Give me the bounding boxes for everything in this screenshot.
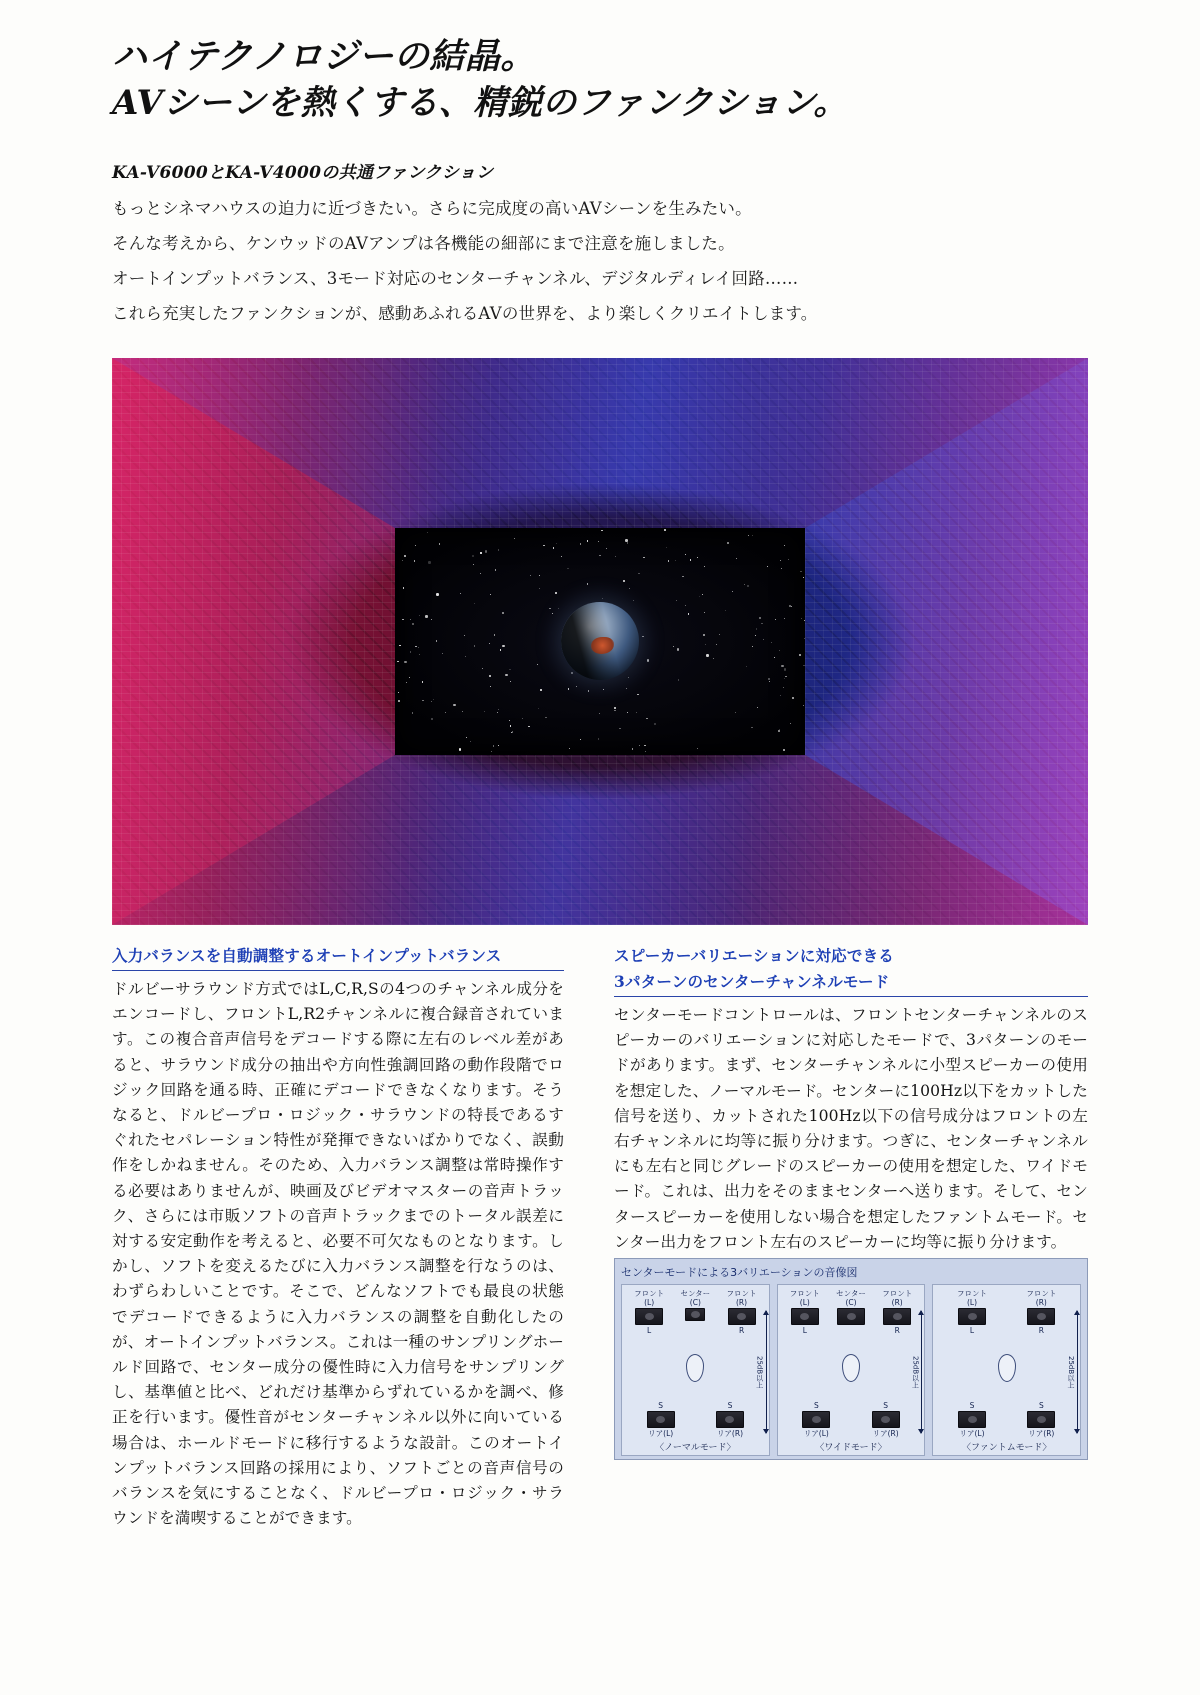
rear-right-mark: S <box>727 1401 733 1410</box>
left-section-body <box>112 977 564 1531</box>
diagram-panel-wide <box>777 1284 926 1456</box>
rear-right-mark: S <box>1038 1401 1044 1410</box>
hero-image <box>112 358 1088 925</box>
rear-right-label: リア(R) <box>716 1429 744 1438</box>
center-sublabel: (C) <box>845 1298 857 1307</box>
speaker-icon <box>802 1411 830 1428</box>
rear-right-mark: S <box>883 1401 889 1410</box>
speaker-icon <box>1027 1308 1055 1325</box>
panel-label-phantom: 〈ファントムモード〉 <box>961 1443 1052 1453</box>
front-right-sublabel: (R) <box>736 1298 748 1307</box>
speaker-icon <box>728 1308 756 1325</box>
rear-right-speaker <box>871 1401 901 1438</box>
rear-left-label: リア(L) <box>803 1429 829 1438</box>
page-headline <box>112 34 912 126</box>
listening-position-area <box>782 1335 921 1401</box>
speaker-icon <box>958 1308 986 1325</box>
right-body-paragraph: センターモードコントロールは、フロントセンターチャンネルのスピーカーのバリエーションに対応したモードで、3パターンのモードがあります。まず、センターチャンネルに小型スピーカーの使用を想定した、ノーマルモード。センターに100Hz以下をカットした信号を送り、カットされた100Hz以下の信号成分はフロントの左右チャンネルに均等に振り分けます。つぎに、センターチャンネルにも左右と同じグレードのスピーカーの使用を想定した、ワイドモード。これは、出力をそのままセンターへ送ります。そして、センタースピーカーを使用しない場合を想定したファントムモード。センター出力をフロント左右のスピーカーに均等に振り分けます。 <box>614 1006 1088 1251</box>
rear-right-speaker <box>715 1401 745 1438</box>
left-body-paragraph: ドルビーサラウンド方式ではL,C,R,Sの4つのチャンネル成分をエンコードし、フロントL,R2チャンネルに複合録音されています。この複合音声信号をデコードする際に左右のレベル差があると、サラウンド成分の抽出や方向性強調回路の動作段階でロジック回路を通る時、正確にデコードできなくなります。そうなると、ドルビープロ・ロジック・サラウンドの特長であるすぐれたセパレーション特性が発揮できないばかりでなく、誤動作をしかねません。そのため、入力バランス調整は常時操作する必要はありませんが、映画及びビデオマスターの音声トラック、さらには市販ソフトの音声トラックまでのトータル誤差に対する安定動作を考えると、必要不可欠なものとなります。しかし、ソフトを変えるたびに入力バランス調整を行なうのは、わずらわしいことです。そこで、どんなソフトでも最良の状態でデコードできるように入力バランスの調整を自動化したのが、オートインプットバランス。これは一種のサンプリングホールド回路で、センター成分の優性時に入力信号をサンプリングし、基準値と比べ、どれだけ基準からずれているかを調べ、修正を行います。優性音がセンターチャンネル以外に向いている場合は、ホールドモードに移行するような設計。このオートインプットバランス回路の採用により、ソフトごとの音声信号のバランスを気にすることなく、ドルビープロ・ロジック・サラウンドを満喫することができます。 <box>112 980 564 1528</box>
panel-label-normal: 〈ノーマルモード〉 <box>655 1443 736 1453</box>
db-scale-label: 25dB以上 <box>911 1355 920 1389</box>
headline-line-2: AVシーンを熱くする、精鋭のファンクション。 <box>112 83 848 123</box>
rear-left-mark: S <box>658 1401 664 1410</box>
front-right-mark: R <box>1038 1326 1044 1335</box>
front-right-label: フロント <box>882 1289 913 1298</box>
speaker-icon <box>958 1411 986 1428</box>
right-section-heading-line1: スピーカーバリエーションに対応できる <box>614 946 894 965</box>
rear-left-speaker <box>957 1401 987 1438</box>
earth-terminator <box>561 602 639 680</box>
front-left-speaker <box>634 1289 664 1335</box>
front-right-sublabel: (R) <box>1035 1298 1047 1307</box>
front-left-sublabel: (L) <box>799 1298 810 1307</box>
rear-right-speaker <box>1026 1401 1056 1438</box>
rear-right-label: リア(R) <box>872 1429 899 1438</box>
blue-tint-overlay <box>756 358 1088 925</box>
panel-label-wide: 〈ワイドモード〉 <box>815 1443 887 1453</box>
front-left-mark: L <box>802 1326 807 1335</box>
front-right-mark: R <box>738 1326 745 1335</box>
center-label: センター <box>836 1289 866 1298</box>
front-left-speaker <box>957 1289 987 1335</box>
lead-paragraph: オートインプットバランス、3モード対応のセンターチャンネル、デジタルディレイ回路…… <box>112 269 799 288</box>
center-label: センター <box>680 1289 711 1298</box>
right-section-body <box>614 1003 1088 1255</box>
rear-left-speaker <box>646 1401 676 1438</box>
front-left-speaker <box>790 1289 820 1335</box>
lead-paragraph: これら充実したファンクションが、感動あふれるAVの世界を、より楽しくクリエイトします。 <box>112 304 818 323</box>
front-speaker-row <box>626 1289 765 1335</box>
left-section-heading: 入力バランスを自動調整するオートインプットバランス <box>112 944 564 971</box>
db-arrow-icon <box>1077 1311 1078 1433</box>
speaker-icon <box>685 1308 705 1321</box>
db-scale-phantom <box>1064 1311 1078 1433</box>
diagram-panels <box>621 1284 1081 1456</box>
rear-left-mark: S <box>813 1401 819 1410</box>
front-right-sublabel: (R) <box>891 1298 903 1307</box>
listener-position-icon <box>842 1354 860 1382</box>
listening-position-area <box>937 1335 1076 1401</box>
headline-line-1: ハイテクノロジーの結晶。 <box>112 36 536 77</box>
left-text-column <box>112 944 564 1531</box>
front-left-mark: L <box>969 1326 975 1335</box>
db-scale-label: 25dB以上 <box>755 1355 764 1389</box>
speaker-icon <box>1027 1411 1055 1428</box>
front-left-sublabel: (L) <box>644 1298 655 1307</box>
center-speaker <box>680 1289 710 1331</box>
speaker-icon <box>837 1308 865 1325</box>
speaker-icon <box>635 1308 663 1325</box>
lead-title: KA-V6000とKA-V4000の共通ファンクション <box>112 163 494 183</box>
listener-position-icon <box>998 1354 1016 1382</box>
speaker-icon <box>716 1411 744 1428</box>
diagram-panel-normal <box>621 1284 770 1456</box>
rear-left-label: リア(L) <box>959 1429 985 1438</box>
speaker-icon <box>872 1411 900 1428</box>
rear-left-label: リア(L) <box>648 1429 674 1438</box>
center-mark <box>836 1326 866 1335</box>
center-sublabel: (C) <box>689 1298 701 1307</box>
space-backdrop <box>395 528 805 755</box>
earth-globe <box>561 602 639 680</box>
diagram-caption: センターモードによる3バリエーションの音像図 <box>621 1266 858 1279</box>
speaker-icon <box>883 1308 911 1325</box>
rear-left-speaker <box>801 1401 831 1438</box>
center-mode-diagram <box>614 1258 1088 1460</box>
rear-speaker-row <box>626 1401 765 1438</box>
db-scale-normal <box>753 1311 767 1433</box>
db-arrow-icon <box>766 1311 767 1433</box>
listening-position-area <box>626 1335 765 1401</box>
db-arrow-icon <box>921 1311 922 1433</box>
front-speaker-row <box>782 1289 921 1335</box>
front-left-label: フロント <box>957 1289 987 1298</box>
front-left-label: フロント <box>634 1289 665 1298</box>
center-mark <box>680 1322 710 1331</box>
speaker-icon <box>647 1411 675 1428</box>
right-text-column <box>614 944 1088 1255</box>
lead-paragraph: そんな考えから、ケンウッドのAVアンプは各機能の細部にまで注意を施しました。 <box>112 234 735 253</box>
right-section-heading-line2: 3パターンのセンターチャンネルモード <box>614 970 1088 997</box>
rear-speaker-row <box>937 1401 1076 1438</box>
rear-speaker-row <box>782 1401 921 1438</box>
lead-body <box>112 195 902 328</box>
db-scale-wide <box>908 1311 922 1433</box>
db-scale-label: 25dB以上 <box>1067 1355 1076 1389</box>
front-left-mark: L <box>647 1326 652 1335</box>
center-speaker <box>836 1289 866 1335</box>
diagram-panel-phantom <box>932 1284 1081 1456</box>
rear-left-mark: S <box>969 1401 975 1410</box>
front-right-label: フロント <box>726 1289 757 1298</box>
rear-right-label: リア(R) <box>1028 1429 1055 1438</box>
front-left-sublabel: (L) <box>966 1298 978 1307</box>
front-right-speaker <box>1026 1289 1056 1335</box>
listener-position-icon <box>686 1354 704 1382</box>
front-right-mark: R <box>894 1326 900 1335</box>
front-left-label: フロント <box>789 1289 820 1298</box>
speaker-icon <box>791 1308 819 1325</box>
front-right-label: フロント <box>1026 1289 1057 1298</box>
front-speaker-row <box>937 1289 1076 1335</box>
lead-block <box>112 158 902 335</box>
lead-paragraph: もっとシネマハウスの迫力に近づきたい。さらに完成度の高いAVシーンを生みたい。 <box>112 199 752 218</box>
